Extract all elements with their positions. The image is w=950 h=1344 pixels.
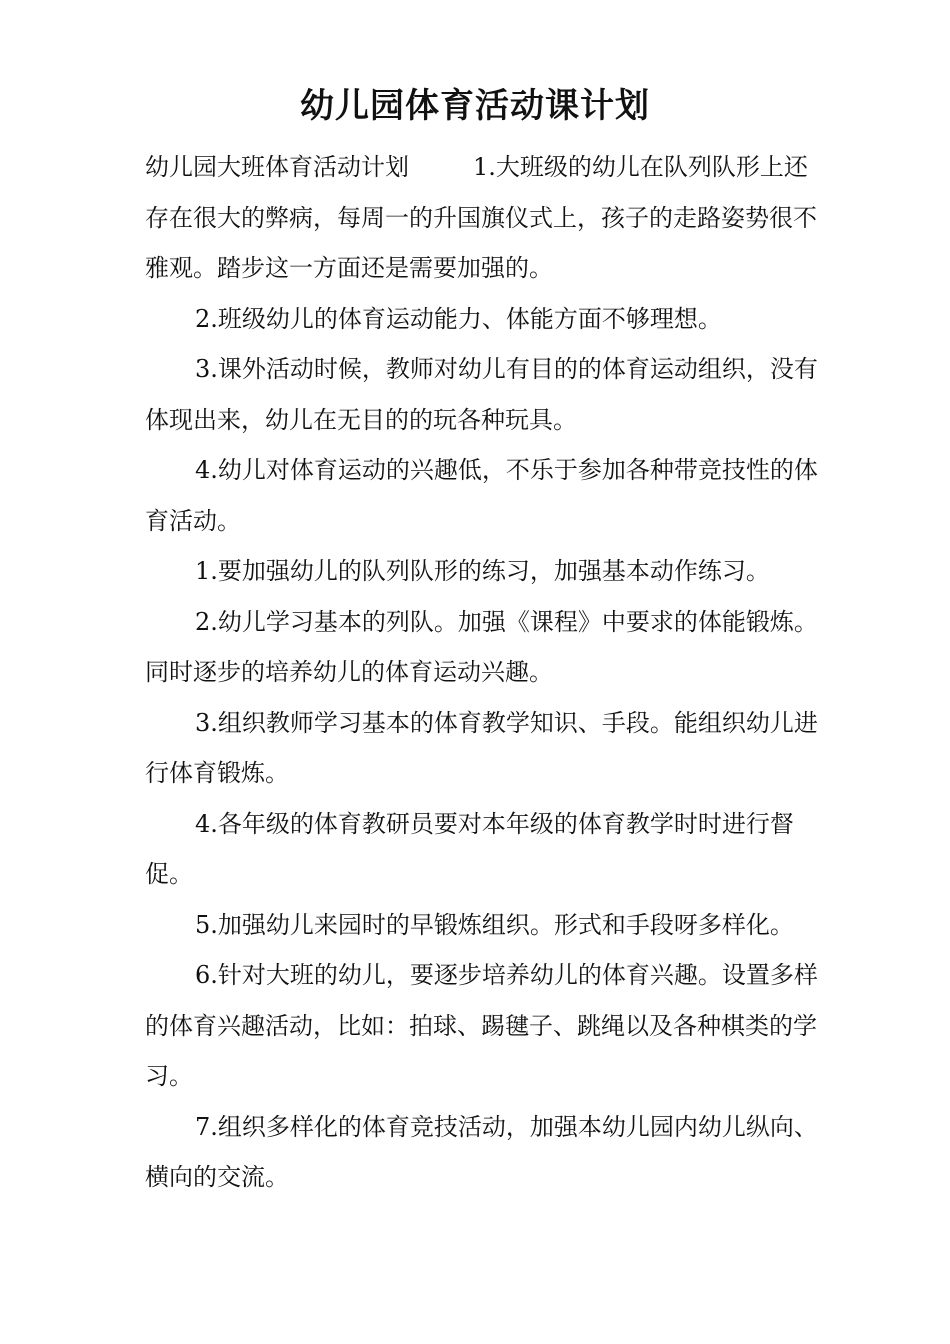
paragraph: 4.各年级的体育教研员要对本年级的体育教学时时进行督促。 [145, 809, 794, 888]
intro-paragraph [145, 142, 825, 294]
paragraph: 3.组织教师学习基本的体育教学知识、手段。能组织幼儿进行体育锻炼。 [145, 708, 818, 787]
document-title: 幼儿园体育活动课计划 [300, 86, 650, 126]
paragraph: 5.加强幼儿来园时的早锻炼组织。形式和手段呀多样化。 [195, 910, 794, 939]
intro-text: 1.大班级的幼儿在队列队形上还存在很大的弊病，每周一的升国旗仪式上，孩子的走路姿势很不雅观。踏步这一方面还是需要加强的。 [145, 153, 817, 282]
paragraph: 7.组织多样化的体育竞技活动，加强本幼儿园内幼儿纵向、横向的交流。 [145, 1112, 818, 1191]
document-body [145, 142, 825, 1203]
paragraph: 2.班级幼儿的体育运动能力、体能方面不够理想。 [195, 304, 722, 333]
paragraph: 6.针对大班的幼儿，要逐步培养幼儿的体育兴趣。设置多样的体育兴趣活动，比如：拍球、踢毽子、跳绳以及各种棋类的学习。 [145, 961, 818, 1090]
paragraph: 4.幼儿对体育运动的兴趣低，不乐于参加各种带竞技性的体育活动。 [145, 456, 818, 535]
paragraph: 3.课外活动时候，教师对幼儿有目的的体育运动组织，没有体现出来，幼儿在无目的的玩各种玩具。 [145, 355, 818, 434]
paragraph: 1.要加强幼儿的队列队形的练习，加强基本动作练习。 [195, 557, 770, 585]
paragraph: 2.幼儿学习基本的列队。加强《课程》中要求的体能锻炼。同时逐步的培养幼儿的体育运动兴趣。 [145, 607, 818, 686]
intro-label: 幼儿园大班体育活动计划 [145, 153, 409, 181]
